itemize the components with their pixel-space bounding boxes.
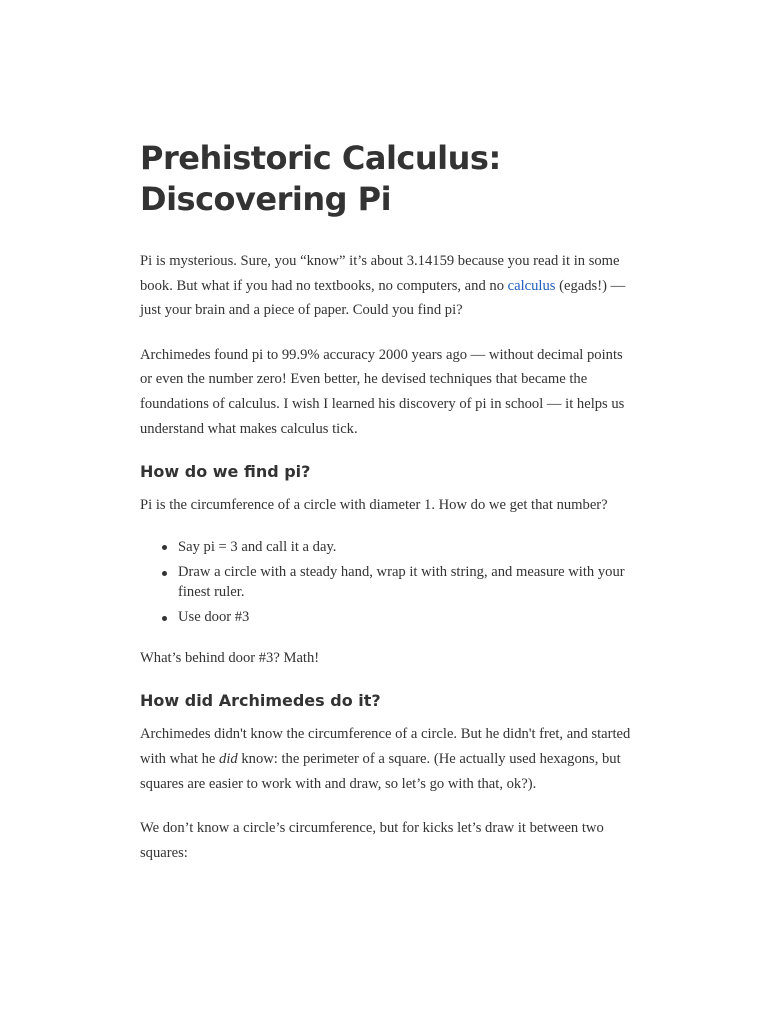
list-item-text: Draw a circle with a steady hand, wrap it with string, and measure with your finest ruler. — [178, 564, 625, 600]
intro-text-before: Pi is mysterious. Sure, you “know” it’s about 3.14159 because you read it in some book. But what if you had no textbooks, no computers, and no — [140, 253, 620, 294]
archimedes-paragraph: Archimedes found pi to 99.9% accuracy 2000 years ago — without decimal points or even the number zero! Even better, he devised techniques that became the foundations of calculus. I wish I learned his discovery of pi in school — it helps us understand what makes calculus tick. — [140, 346, 625, 437]
archimedes-method-paragraph — [140, 722, 632, 796]
bullet-icon — [162, 571, 167, 576]
article — [140, 138, 632, 885]
intro-paragraph — [140, 249, 632, 323]
method-text-before: Archimedes didn't know the circumference of a circle. But he didn't fret, and started with what he — [140, 726, 631, 767]
emphasis-did: did — [219, 750, 238, 767]
options-list — [140, 538, 632, 628]
door-three-paragraph: What’s behind door #3? Math! — [140, 649, 320, 666]
intro-text-after: (egads!) — just your brain and a piece of paper. Could you find pi? — [140, 277, 626, 319]
section-heading-find-pi: How do we find pi? — [140, 462, 311, 482]
list-item — [178, 608, 632, 628]
list-item — [178, 563, 632, 602]
bullet-icon — [162, 545, 167, 550]
section-heading-archimedes: How did Archimedes do it? — [140, 691, 381, 711]
bullet-icon — [162, 616, 167, 621]
calculus-link[interactable]: calculus — [507, 277, 556, 294]
title-line-2: Discovering Pi — [140, 180, 392, 218]
list-item — [178, 538, 632, 558]
title-line-1: Prehistoric Calculus: — [140, 139, 501, 177]
list-item-text: Use door #3 — [178, 609, 250, 626]
circle-squares-paragraph: We don’t know a circle’s circumference, but for kicks let’s draw it between two squares: — [140, 820, 604, 861]
page-title — [140, 138, 632, 220]
find-pi-lead: Pi is the circumference of a circle with diameter 1. How do we get that number? — [140, 497, 608, 514]
method-text-after: know: the perimeter of a square. (He actually used hexagons, but squares are easier to work with and draw, so let’s go with that, ok?). — [140, 750, 621, 792]
list-item-text: Say pi = 3 and call it a day. — [178, 538, 337, 555]
